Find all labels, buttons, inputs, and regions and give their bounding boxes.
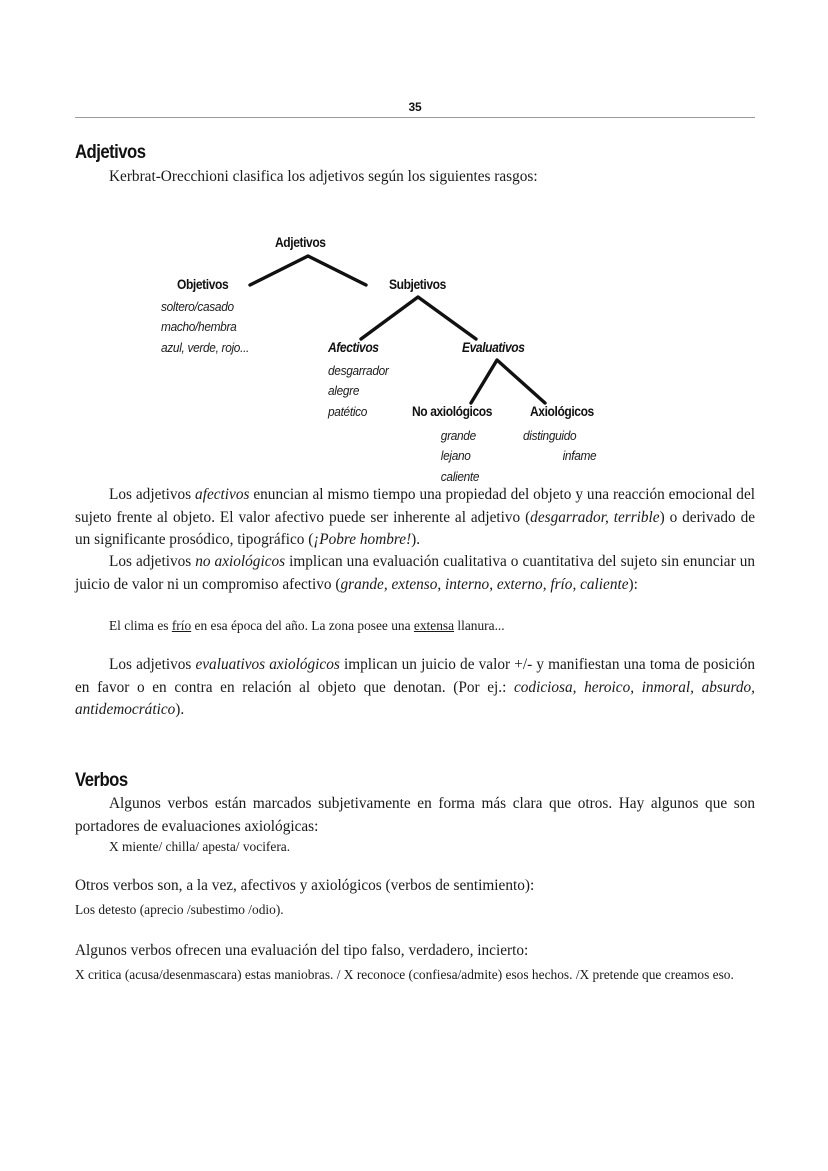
paragraph-afectivos	[75, 484, 755, 552]
text-run: en esa época del año. La zona posee una	[191, 618, 414, 633]
text-run: Los adjetivos	[109, 486, 196, 503]
text-run: Los adjetivos	[109, 656, 196, 673]
paragraph-verbos-2	[75, 875, 755, 898]
tree-leaf-list-objetivos	[161, 297, 249, 358]
text-run: ).	[411, 531, 421, 548]
text-run: llanura...	[454, 618, 505, 633]
tree-leaf-list-axiologicos	[523, 426, 596, 467]
text-run: El clima es	[109, 618, 172, 633]
text-run: ):	[628, 575, 638, 593]
paragraph-verbos-3	[75, 940, 755, 963]
underlined-run: extensa	[413, 618, 455, 633]
leaf-item: infame	[562, 448, 597, 464]
adjetivos-lead-paragraph	[75, 166, 755, 189]
tree-node-no-axiologicos: No axiológicos	[412, 404, 493, 419]
example-text: X critica (acusa/desenmascara) estas maniobras. / X reconoce (confiesa/admite) esos hechos. /X pretende que creamos eso.	[75, 967, 734, 982]
leaf-item: desgarrador	[328, 363, 389, 378]
text-run: Los adjetivos	[109, 553, 196, 570]
paragraph-evaluativos-axiologicos	[75, 654, 755, 722]
emphasis-run: afectivos	[195, 486, 250, 503]
tree-node-evaluativos: Evaluativos	[462, 340, 525, 355]
text-run: implican una evaluación cualitativa o cuantitativa del sujeto sin enunciar un juicio de valor ni un compromiso afectivo (	[75, 553, 755, 593]
emphasis-run: ¡Pobre hombre!	[313, 531, 412, 548]
emphasis-run: desgarrador, terrible	[530, 508, 660, 526]
example-text: X miente/ chilla/ apesta/ vocifera.	[109, 839, 291, 854]
tree-node-objetivos: Objetivos	[177, 277, 229, 292]
branch-root	[250, 256, 366, 285]
leaf-item: macho/hembra	[161, 319, 237, 335]
emphasis-run: grande, extenso, interno, externo, frío, caliente	[340, 575, 629, 593]
paragraph-text: Algunos verbos ofrecen una evaluación del tipo falso, verdadero, incierto:	[75, 942, 529, 959]
text-run: ) o derivado de un significante prosódico, tipográfico (	[75, 508, 756, 548]
leaf-item: distinguido	[523, 428, 577, 443]
emphasis-run: evaluativos axiológicos	[195, 656, 340, 673]
example-verbos-3	[75, 965, 755, 985]
header-rule	[75, 117, 755, 118]
emphasis-run: codiciosa, heroico, inmoral, absurdo, antidemocrático	[75, 678, 755, 718]
leaf-item: alegre	[328, 383, 360, 399]
tree-node-axiologicos: Axiológicos	[530, 404, 594, 419]
example-verbos-1	[75, 837, 755, 857]
underlined-run: frío	[171, 618, 192, 633]
leaf-item: azul, verde, rojo...	[161, 339, 250, 355]
page-number: 35	[408, 100, 422, 114]
section-heading-verbos: Verbos	[75, 770, 128, 791]
paragraph-text	[75, 484, 755, 552]
emphasis-run: no axiológicos	[195, 553, 286, 570]
tree-node-adjetivos: Adjetivos	[275, 235, 326, 250]
paragraph-text	[75, 551, 755, 596]
example-verbos-2	[75, 900, 755, 920]
leaf-item: caliente	[440, 468, 480, 484]
branch-subjetivos	[361, 297, 476, 339]
paragraph-text: Kerbrat-Orecchioni clasifica los adjetivos según los siguientes rasgos:	[109, 168, 538, 185]
text-run: enuncian al mismo tiempo una propiedad del objeto y una reacción emocional del sujeto frente al objeto. El valor afectivo puede ser inherente al adjetivo (	[75, 486, 755, 526]
text-run: implican un juicio de valor +/- y manifiestan una toma de posición en favor o en contra en relación al objeto que denotan. (Por ej.:	[75, 656, 756, 696]
paragraph-text: Otros verbos son, a la vez, afectivos y axiológicos (verbos de sentimiento):	[75, 877, 535, 894]
adjetivos-tree-diagram	[75, 215, 755, 485]
leaf-item: soltero/casado	[161, 299, 234, 314]
paragraph-verbos-1	[75, 793, 755, 838]
leaf-item: patético	[328, 403, 368, 419]
tree-node-subjetivos: Subjetivos	[389, 277, 446, 292]
section-heading-adjetivos: Adjetivos	[75, 142, 146, 163]
leaf-item: lejano	[440, 448, 471, 464]
leaf-item: grande	[440, 428, 476, 443]
example-no-axiologicos	[75, 616, 755, 636]
example-text	[75, 616, 755, 636]
tree-node-afectivos: Afectivos	[328, 340, 379, 355]
paragraph-no-axiologicos	[75, 551, 755, 596]
branch-evaluativos	[471, 360, 545, 403]
paragraph-text	[75, 654, 755, 722]
example-text: Los detesto (aprecio /subestimo /odio).	[75, 902, 284, 917]
paragraph-text: Algunos verbos están marcados subjetivamente en forma más clara que otros. Hay algunos que son portadores de evaluaciones axiológicas:	[75, 795, 755, 835]
tree-leaf-list-afectivos	[328, 361, 389, 422]
tree-leaf-list-no-axiologicos	[421, 426, 479, 487]
text-run: ).	[175, 701, 185, 718]
